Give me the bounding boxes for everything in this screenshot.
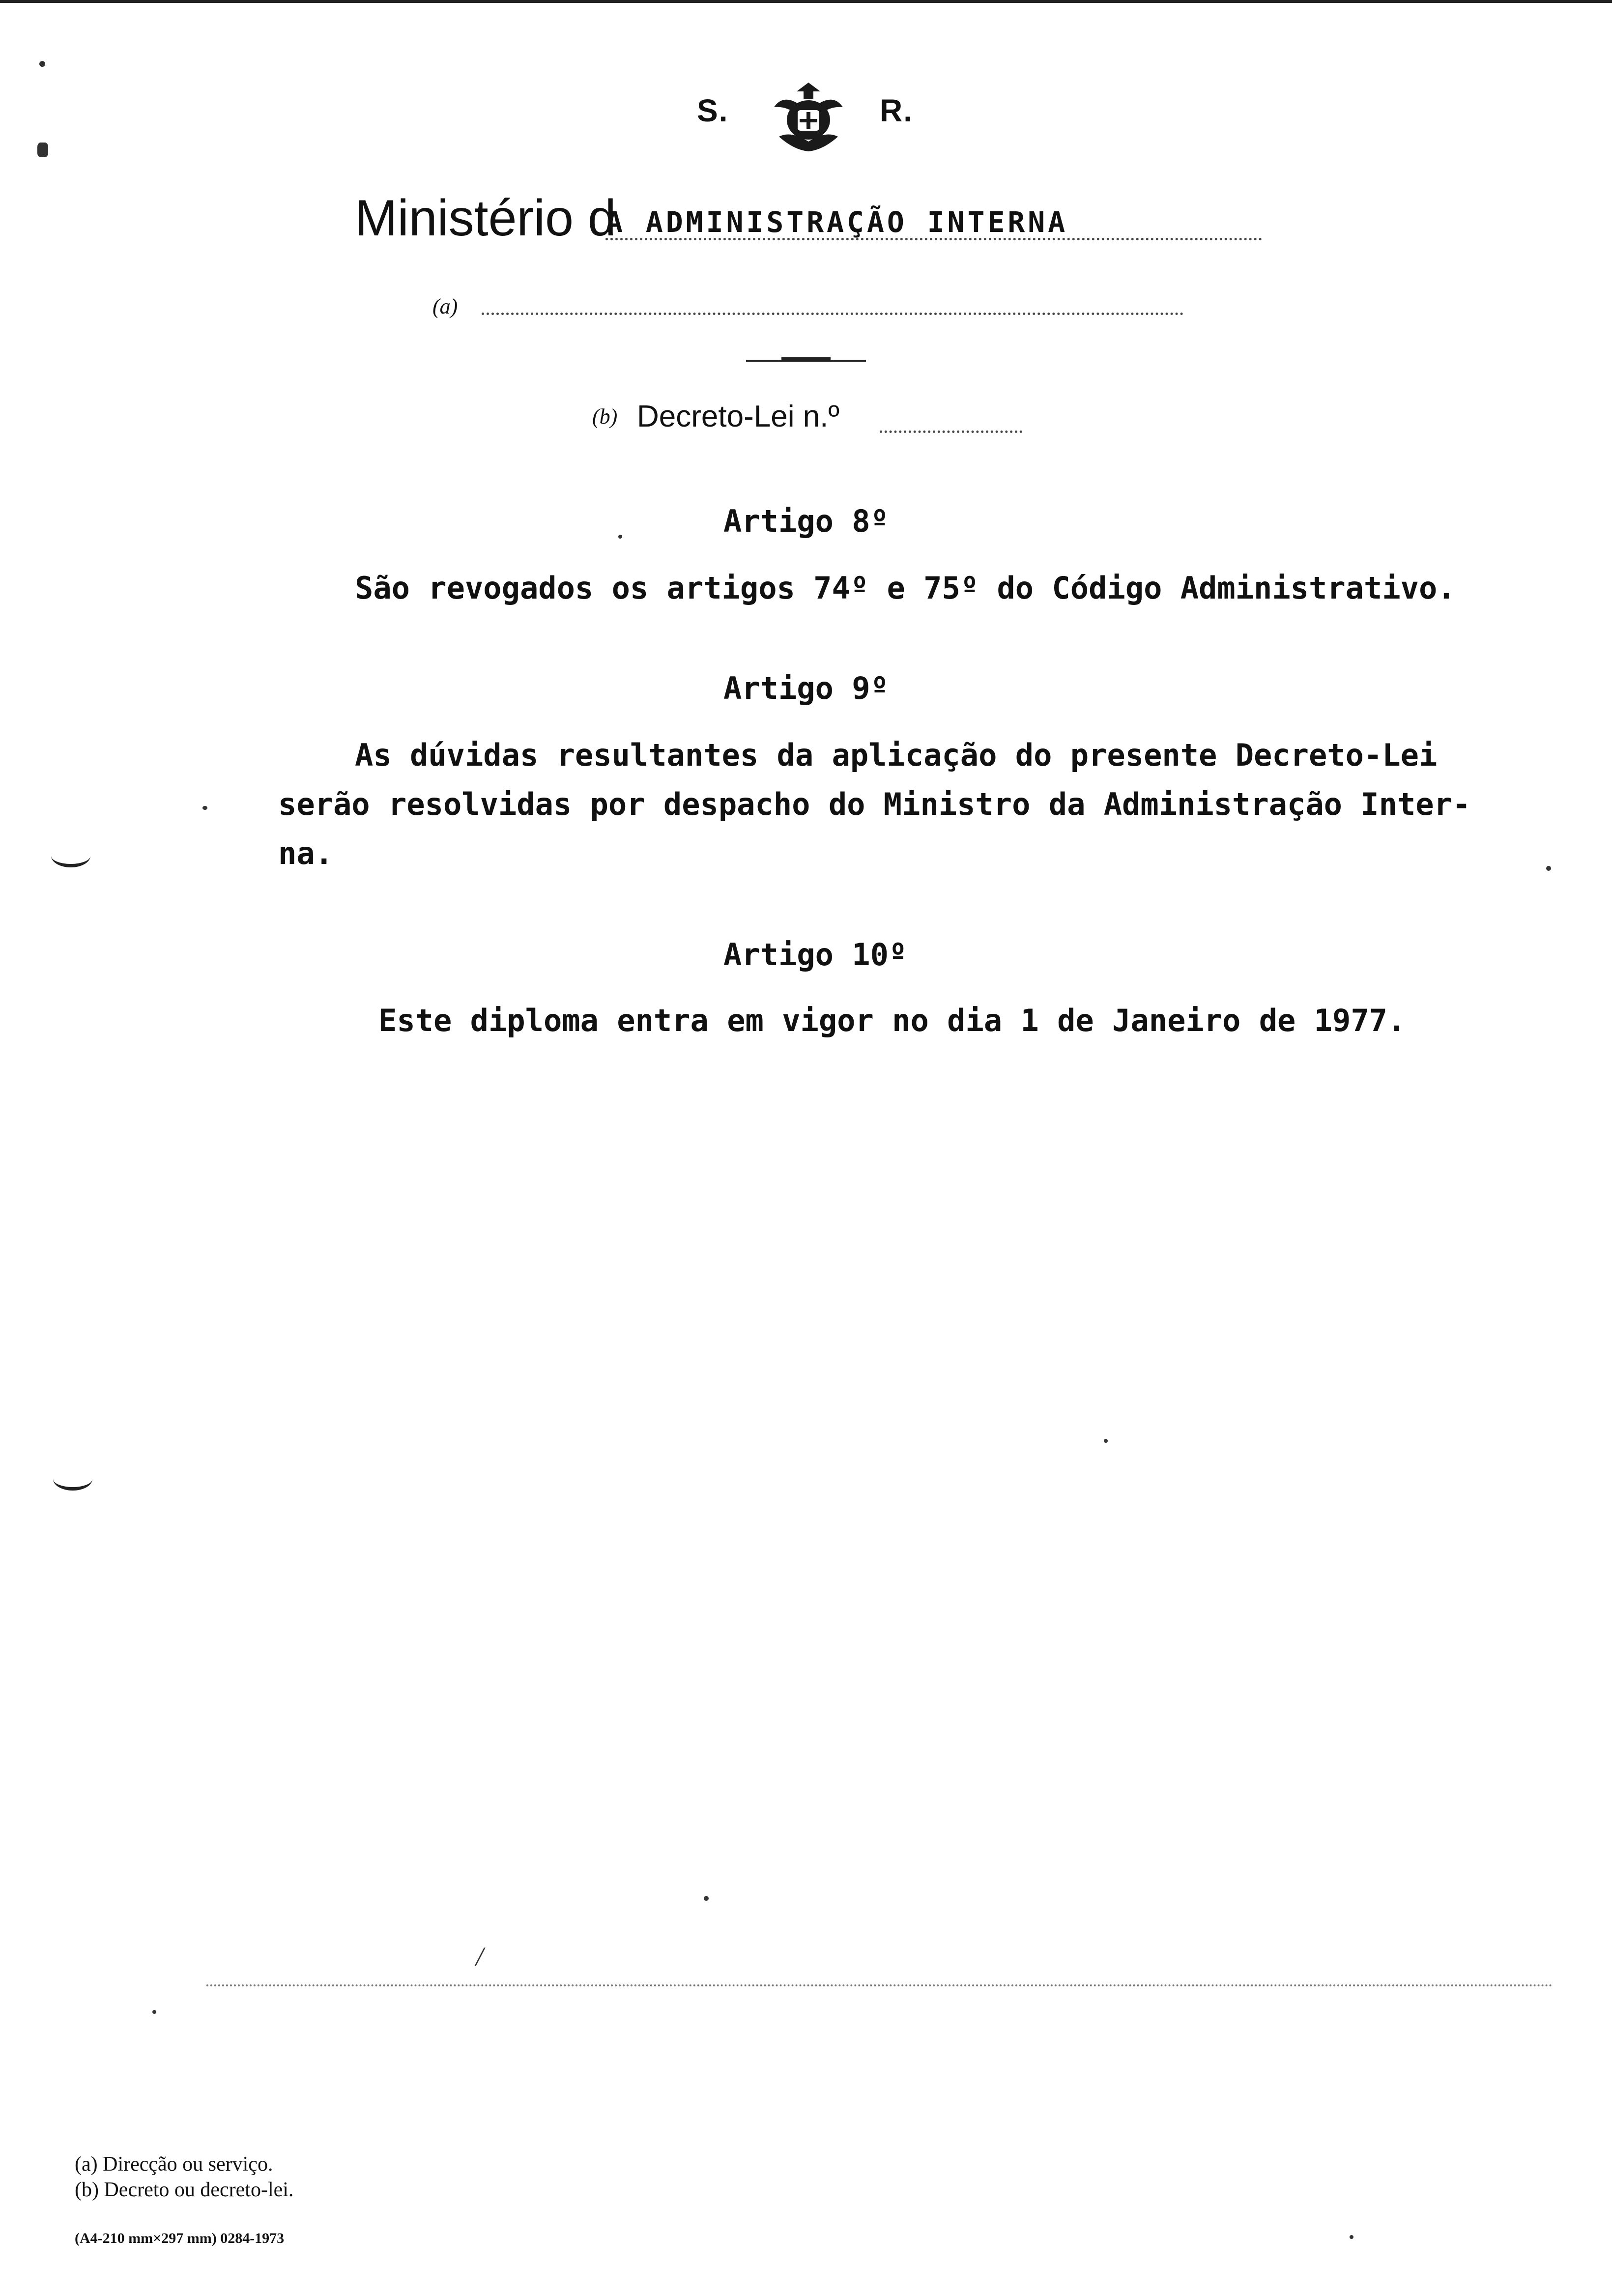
scan-speck: [618, 535, 622, 539]
scan-curl-mark: [51, 844, 90, 867]
field-a-marker: (a): [432, 294, 458, 318]
top-border: [0, 0, 1612, 3]
form-code: (A4-210 mm×297 mm) 0284-1973: [75, 2230, 285, 2246]
scan-speck: [1350, 2235, 1353, 2239]
article-9-line: As dúvidas resultantes da aplicação do presente Decreto-Lei: [355, 737, 1438, 773]
ministry-dotted-line: [605, 238, 1262, 240]
center-divider-ornament: [781, 357, 831, 360]
letterhead-right-letter: R.: [880, 93, 913, 128]
field-a-dotted-line: [482, 313, 1183, 315]
letterhead-left-letter: S.: [697, 93, 729, 128]
scan-speck: [152, 2010, 156, 2014]
decree-label: Decreto-Lei n.º: [637, 400, 840, 433]
scan-speck: [1546, 866, 1551, 871]
article-9-line: serão resolvidas por despacho do Ministro da Administração Inter-: [278, 786, 1471, 822]
scan-speck: [704, 1896, 709, 1901]
scan-speck: [37, 143, 48, 157]
scan-slash-mark: /: [476, 1942, 484, 1972]
field-b-marker: (b): [592, 404, 618, 429]
footnote-a: (a) Direcção ou serviço.: [75, 2153, 273, 2176]
article-9-line: na.: [278, 835, 333, 871]
ministry-name: A ADMINISTRAÇÃO INTERNA: [605, 205, 1068, 239]
article-8-text: São revogados os artigos 74º e 75º do Código Administrativo.: [355, 570, 1456, 606]
scan-speck: [39, 61, 45, 67]
article-9-heading: Artigo 9º: [723, 670, 889, 706]
scan-noise-line: [206, 1984, 1553, 1986]
article-10-text: Este diploma entra em vigor no dia 1 de Janeiro de 1977.: [378, 1003, 1406, 1038]
footnote-b: (b) Decreto ou decreto-lei.: [75, 2179, 294, 2201]
scan-speck: [1104, 1439, 1108, 1443]
scan-speck: [202, 806, 207, 810]
article-10-heading: Artigo 10º: [723, 937, 907, 973]
scan-curl-mark: [53, 1467, 92, 1491]
coat-of-arms-icon: [764, 78, 853, 156]
ministry-prefix: Ministério d: [355, 190, 616, 247]
article-8-heading: Artigo 8º: [723, 503, 889, 539]
decree-number-dotted-line: [880, 430, 1022, 433]
